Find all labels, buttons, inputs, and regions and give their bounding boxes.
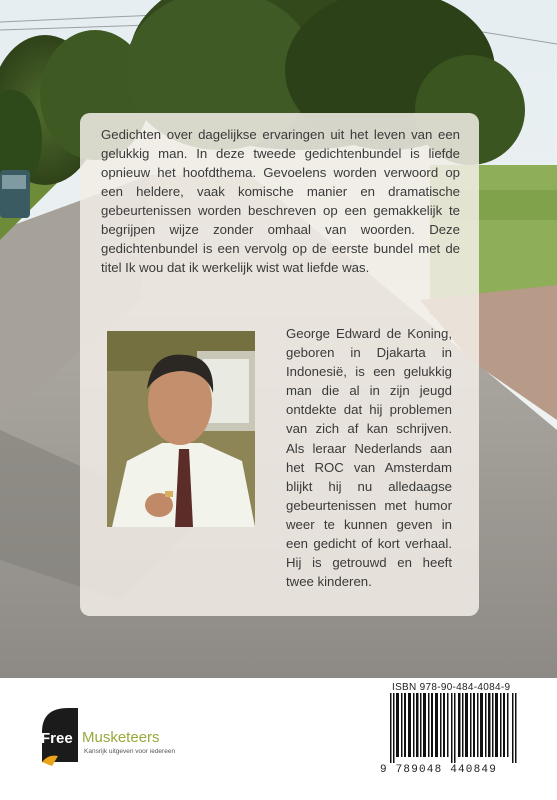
author-bio: George Edward de Koning, geboren in Djakarta in Indonesië, is een gelukkig man die al in zijn jeugd ontdekte dat hij problemen van zich af kan schrijven. Als leraar Nederlands aan het ROC van Amsterdam blijkt hij nu alledaagse gebeurtenissen met humor weer te kunnen geven in een gedicht of kort verhaal. Hij is getrouwd en heeft twee kinderen. (286, 326, 452, 590)
book-blurb: Gedichten over dagelijkse ervaringen uit het leven van een gelukkig man. In deze tweede gedichtenbundel is liefde opnieuw het hoofdthema. Gevoelens worden verwoord op een heldere, vaak komische manier en dramatische gebeurtenissen worden beschreven op een gemakkelijk te begrijpen wijze zonder omhaal van woorden. Deze gedichtenbundel is een vervolg op de eerste bundel met de titel Ik wou dat ik werkelijk wist wat liefde was. (101, 127, 460, 275)
isbn-label: ISBN 978-90-484-4084-9 (392, 682, 511, 693)
author-photo (107, 331, 255, 527)
barcode (390, 693, 520, 763)
publisher-name-free: Free (41, 730, 73, 747)
barcode-digits: 9 789048 440849 (380, 764, 498, 776)
publisher-name-musketeers: Musketeers (82, 729, 160, 746)
publisher-tagline: Kansrijk uitgeven voor iedereen (84, 748, 176, 755)
